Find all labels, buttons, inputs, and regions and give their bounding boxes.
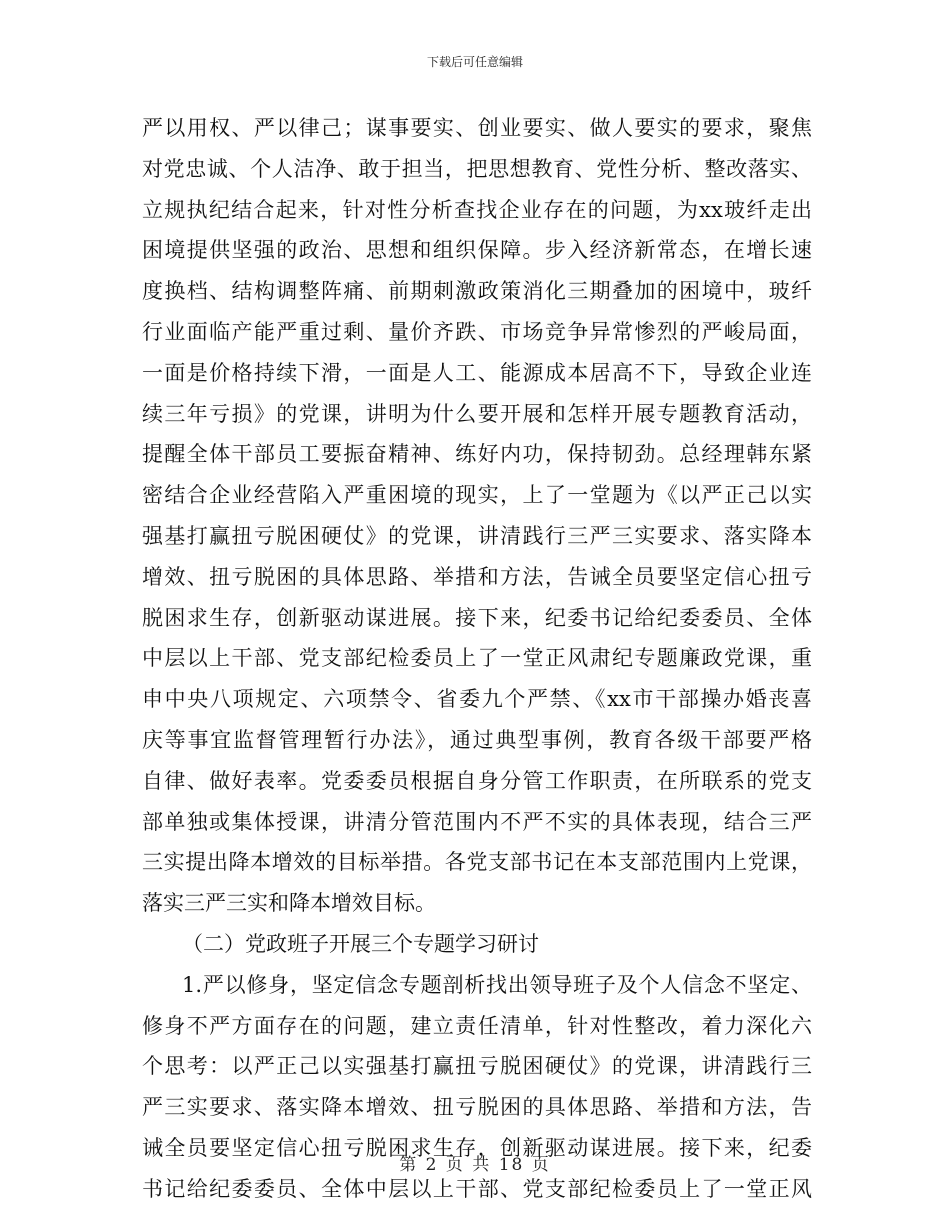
- document-body: [142, 108, 812, 1210]
- body-line: 对党忠诚、个人洁净、敢于担当，把思想教育、党性分析、整改落实、: [142, 156, 812, 181]
- body-line: 行业面临产能严重过剩、量价齐跌、市场竞争异常惨烈的严峻局面，: [142, 319, 812, 344]
- section-heading: （二）党政班子开展三个专题学习研讨: [182, 931, 539, 956]
- body-line: 立规执纪结合起来，针对性分析查找企业存在的问题，为xx玻纤走出: [142, 197, 812, 222]
- body-line: 密结合企业经营陷入严重困境的现实，上了一堂题为《以严正己以实: [142, 483, 812, 508]
- body-line: 严以用权、严以律己；谋事要实、创业要实、做人要实的要求，聚焦: [142, 116, 812, 140]
- body-line: 部单独或集体授课，讲清分管范围内不严不实的具体表现，结合三严: [142, 809, 812, 834]
- page-number: 第 2 页 共 18 页: [399, 1155, 551, 1175]
- body-line: 个思考：以严正己以实强基打赢扭亏脱困硬仗》的党课，讲清践行三: [142, 1054, 812, 1079]
- body-line: 诫全员要坚定信心扭亏脱困求生存，创新驱动谋进展。接下来，纪委: [142, 1135, 812, 1160]
- body-line: 续三年亏损》的党课，讲明为什么要开展和怎样开展专题教育活动，: [142, 401, 812, 426]
- page-header-note: 下载后可任意编辑: [426, 55, 523, 69]
- body-line: 一面是价格持续下滑，一面是人工、能源成本居高不下，导致企业连: [142, 360, 812, 385]
- body-line: 度换档、结构调整阵痛、前期刺激政策消化三期叠加的困境中，玻纤: [142, 279, 812, 304]
- body-line: 中层以上干部、党支部纪检委员上了一堂正风肃纪专题廉政党课，重: [142, 646, 812, 671]
- body-line: 三实提出降本增效的目标举措。各党支部书记在本支部范围内上党课，: [142, 850, 812, 875]
- body-line: 落实三严三实和降本增效目标。: [142, 891, 436, 916]
- body-line: 困境提供坚强的政治、思想和组织保障。步入经济新常态，在增长速: [142, 238, 812, 263]
- body-line: 增效、扭亏脱困的具体思路、举措和方法，告诫全员要坚定信心扭亏: [142, 564, 812, 589]
- body-line: 申中央八项规定、六项禁令、省委九个严禁、《xx市干部操办婚丧喜: [142, 687, 812, 712]
- body-line: 提醒全体干部员工要振奋精神、练好内功，保持韧劲。总经理韩东紧: [142, 442, 812, 467]
- body-line: 强基打赢扭亏脱困硬仗》的党课，讲清践行三严三实要求、落实降本: [142, 523, 812, 548]
- body-line: 脱困求生存，创新驱动谋进展。接下来，纪委书记给纪委委员、全体: [142, 605, 812, 630]
- body-line: 修身不严方面存在的问题，建立责任清单，针对性整改，着力深化六: [142, 1013, 812, 1038]
- body-line: 自律、做好表率。党委委员根据自身分管工作职责，在所联系的党支: [142, 768, 812, 793]
- body-line: 书记给纪委委员、全体中层以上干部、党支部纪检委员上了一堂正风: [142, 1176, 812, 1201]
- body-line: 1.严以修身，坚定信念专题剖析找出领导班子及个人信念不坚定、: [182, 972, 812, 997]
- body-line: 庆等事宜监督管理暂行办法》，通过典型事例，教育各级干部要严格: [142, 727, 812, 752]
- body-line: 严三实要求、落实降本增效、扭亏脱困的具体思路、举措和方法，告: [142, 1095, 812, 1120]
